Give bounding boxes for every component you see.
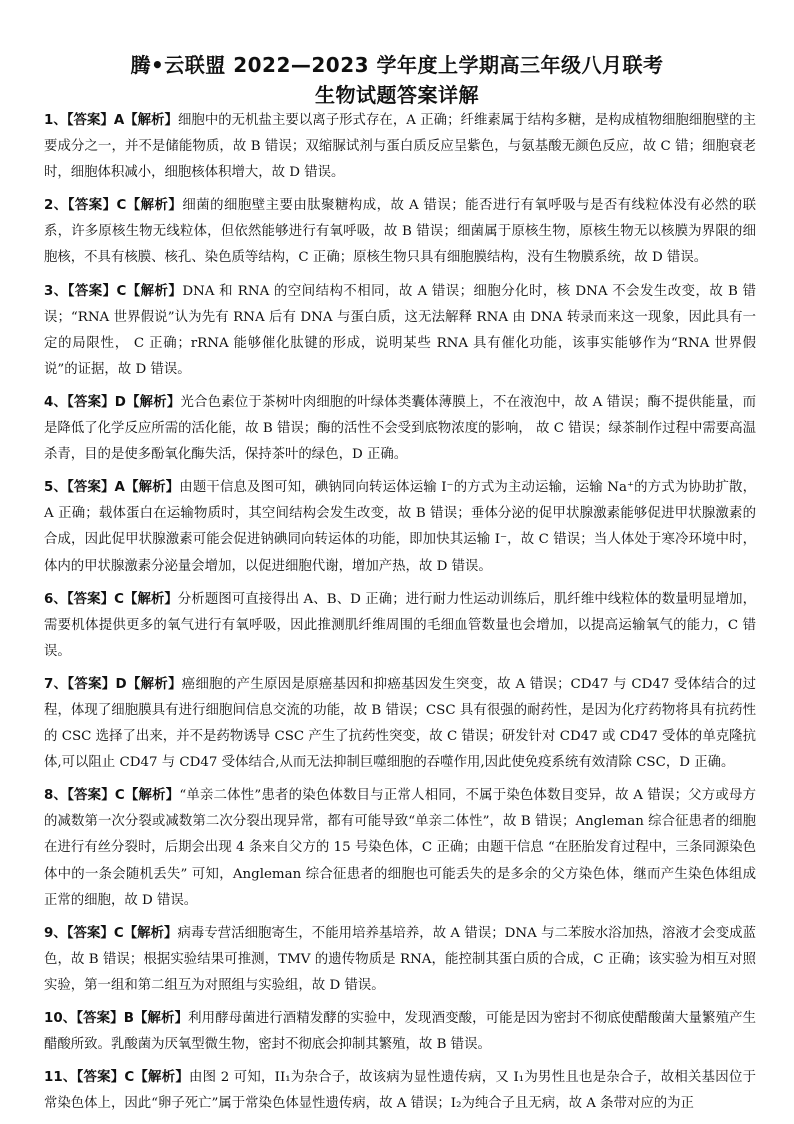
explanation-text: 分析题图可直接得出 A、B、D 正确；进行耐力性运动训练后，肌纤维中线粒体的数量明显增加，需要机体提供更多的氧气进行有氧呼吸，因此推测肌纤维周围的毛细血管数量也会增加，以提高运输氧气的能力，C 错误。 (44, 591, 756, 659)
explanation-text: 癌细胞的产生原因是原癌基因和抑癌基因发生突变，故 A 错误；CD47 与 CD47 受体结合的过程，体现了细胞膜具有进行细胞间信息交流的功能，故 B 错误；CSC 具有很强的耐药性，是因为化疗药物将具有抗药性的 CSC 选择了出来，并不是药物诱导 CSC 产生了抗药性突变，故 C 错误；研发针对 CD47 或 CD47 受体的单克隆抗体,可以阻止 CD47 与 CD47 受体结合,从而无法抑制巨噬细胞的吞噬作用,因此使免疫系统有效清除 CSC，D 正确。 (44, 676, 756, 771)
answer-item (44, 1065, 756, 1117)
answer-item (44, 279, 756, 383)
answer-label: 【答案】D【解析】 (67, 394, 181, 410)
explanation-text: DNA 和 RNA 的空间结构不相同，故 A 错误；细胞分化时，核 DNA 不会发生改变，故 B 错误；“RNA 世界假说”认为先有 RNA 后有 DNA 与蛋白质，这无法解释 RNA 由 DNA 转录而来这一现象，因此具有一定的局限性， C 正确；rRNA 能够催化肽键的形成，说明某些 RNA 具有催化功能，该事实能够作为“RNA 世界假说”的证据，故 D 错误。 (44, 283, 756, 377)
answer-label: 【答案】D【解析】 (67, 676, 182, 692)
answer-label: 【答案】A【解析】 (67, 480, 180, 496)
question-number: 9、 (44, 925, 67, 941)
answer-item (44, 921, 756, 999)
question-number: 1、 (44, 113, 67, 128)
answer-item (44, 672, 756, 776)
question-number: 8、 (44, 788, 68, 804)
answer-item (44, 1006, 756, 1058)
explanation-text: 由图 2 可知，II₁为杂合子，故该病为显性遗传病，又 I₁为男性且也是杂合子，故相关基因位于常染色体上，因此“卵子死亡”属于常染色体显性遗传病，故 A 错误；I₂为纯合子且无病，故 A 条带对应的为正 (44, 1070, 756, 1112)
answer-item (44, 108, 756, 186)
answer-item (44, 475, 756, 579)
document-title: 腾•云联盟 2022—2023 学年度上学期高三年级八月联考 (130, 53, 664, 77)
explanation-text: 由题干信息及图可知，碘钠同向转运体运输 I⁻的方式为主动运输，运输 Na⁺的方式为协助扩散，A 正确；载体蛋白在运输物质时，其空间结构会发生改变，故 B 错误；垂体分泌的促甲状腺激素能够促进甲状腺激素的合成，因此促甲状腺激素可能会促进钠碘同向转运体的功能，即加快其运输 I⁻，故 C 错误；当人体处于寒冷环境中时，体内的甲状腺激素分泌量会增加，以促进细胞代谢，增加产热，故 D 错误。 (44, 480, 756, 574)
question-number: 4、 (44, 394, 68, 410)
explanation-text: 病毒专营活细胞寄生，不能用培养基培养，故 A 错误；DNA 与二苯胺水浴加热，溶液才会变成蓝色，故 B 错误；根据实验结果可推测，TMV 的遗传物质是 RNA，能控制其蛋白质的合成，C 正确；该实验为相互对照实验，第一组和第二组互为对照组与实验组，故 D 错误。 (44, 925, 756, 993)
answer-item (44, 783, 756, 913)
answer-label: 【答案】C【解析】 (67, 198, 183, 214)
explanation-text: 利用酵母菌进行酒精发酵的实验中，发现酒变酸，可能是因为密封不彻底使醋酸菌大量繁殖产生醋酸所致。乳酸菌为厌氧型微生物，密封不彻底会抑制其繁殖，故 B 错误。 (44, 1011, 757, 1053)
answer-label: 【答案】C【解析】 (67, 283, 183, 299)
question-number: 6、 (44, 591, 67, 607)
answer-label: 【答案】A【解析】 (66, 113, 178, 128)
explanation-text: “单亲二体性”患者的染色体数目与正常人相同，不属于染色体数目变异，故 A 错误；父方或母方的减数第一次分裂或减数第二次分裂出现异常，都有可能导致“单亲二体性”，故 B 错误；Angleman 综合征患者的细胞在进行有丝分裂时，后期会出现 4 条来自父方的 15 号染色体，C 正确；由题干信息 “在胚胎发育过程中，三条同源染色体中的一条会随机丢失” 可知，Angleman 综合征患者的细胞也可能丢失的是多余的父方染色体，继而产生染色体组成正常的细胞，故 D 错误。 (44, 788, 756, 908)
answer-label: 【答案】C【解析】 (67, 788, 180, 804)
explanation-text: 细胞中的无机盐主要以离子形式存在，A 正确；纤维素属于结构多糖，是构成植物细胞细胞壁的主要成分之一，并不是储能物质，故 B 错误；双缩脲试剂与蛋白质反应呈紫色，与氨基酸无颜色反应，故 C 错；细胞衰老时，细胞体积减小，细胞核体积增大，故 D 错误。 (44, 113, 756, 181)
question-number: 3、 (44, 283, 68, 299)
question-number: 11、 (44, 1070, 77, 1086)
question-number: 5、 (44, 480, 68, 496)
question-number: 2、 (44, 198, 68, 214)
answer-list (44, 108, 756, 1124)
answer-item (44, 390, 756, 468)
answer-label: 【答案】B【解析】 (76, 1011, 189, 1026)
answer-label: 【答案】C【解析】 (76, 1070, 189, 1086)
explanation-text: 细菌的细胞壁主要由肽聚糖构成，故 A 错误；能否进行有氧呼吸与是否有线粒体没有必然的联系，许多原核生物无线粒体，但依然能够进行有氧呼吸，故 B 错误；细菌属于原核生物，原核生物无以核膜为界限的细胞核，不具有核膜、核孔、染色质等结构，C 正确；原核生物只具有细胞膜结构，没有生物膜系统，故 D 错误。 (44, 198, 756, 266)
document-subtitle: 生物试题答案详解 (315, 83, 479, 107)
answer-item (44, 193, 756, 271)
answer-item (44, 587, 756, 665)
explanation-text: 光合色素位于茶树叶肉细胞的叶绿体类囊体薄膜上，不在液泡中，故 A 错误；酶不提供能量，而是降低了化学反应所需的活化能，故 B 错误；酶的活性不会受到底物浓度的影响， 故 C 错误；绿茶制作过程中需要高温杀青，目的是使多酚氧化酶失活，保持茶叶的绿色，D 正确。 (44, 394, 756, 463)
answer-label: 【答案】C【解析】 (66, 591, 178, 607)
answer-label: 【答案】C【解析】 (66, 925, 178, 941)
question-number: 7、 (44, 676, 68, 692)
question-number: 10、 (44, 1011, 77, 1026)
